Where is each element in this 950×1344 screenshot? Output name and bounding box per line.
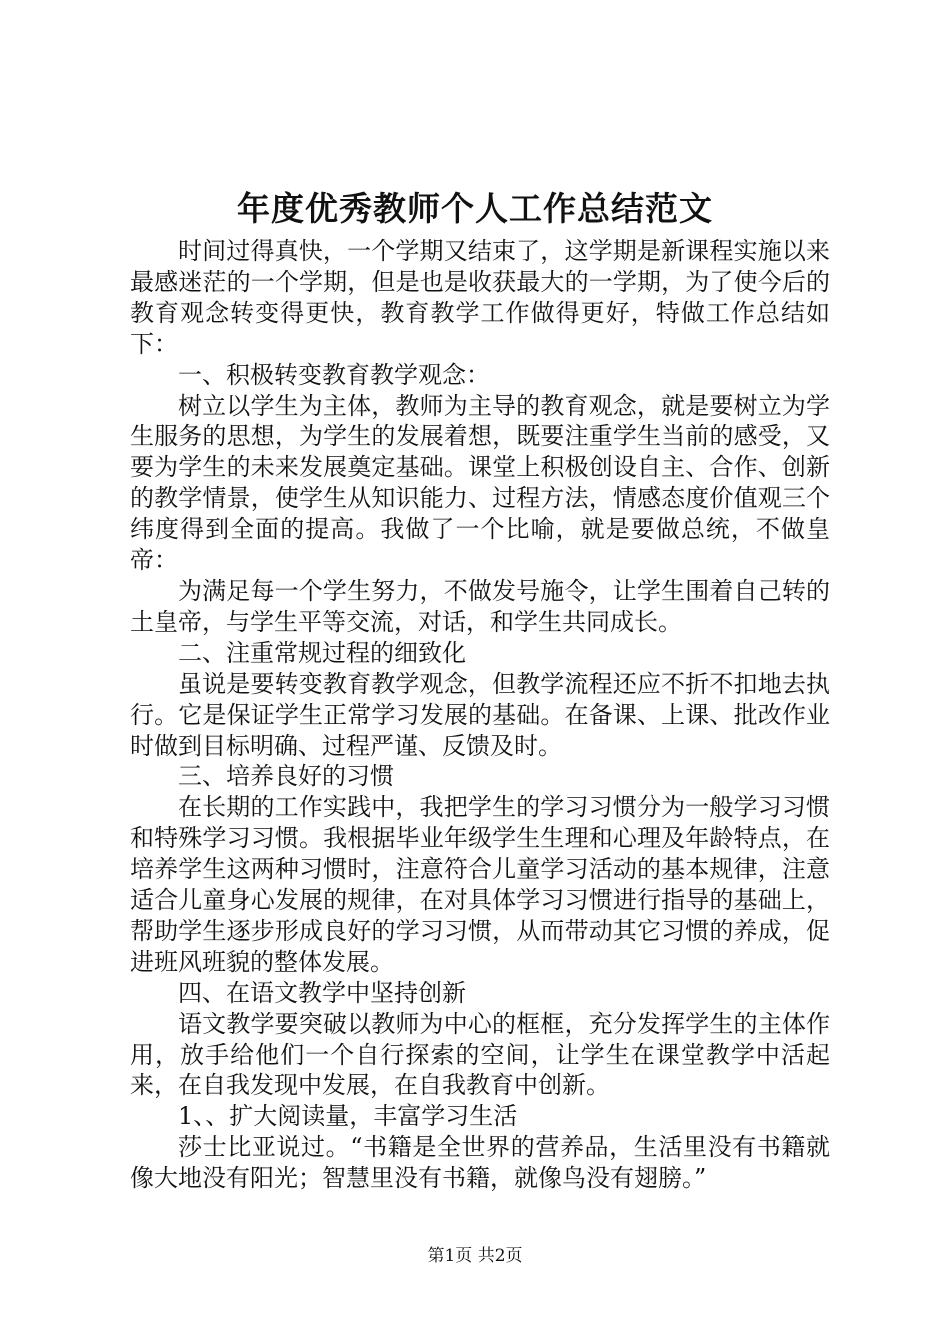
section-heading-4: 四、在语文教学中坚持创新	[178, 978, 466, 1007]
paragraph-1: 树立以学生为主体，教师为主导的教育观念，就是要树立为学生服务的思想，为学生的发展着想，既要注重学生当前的感受，又要为学生的未来发展奠定基础。课堂上积极创设自主、合作、创新的教学情景，使学生从知识能力、过程方法，情感态度价值观三个纬度得到全面的提高。我做了一个比喻，就是要做总统，不做皇帝：	[130, 391, 830, 575]
paragraph-3: 虽说是要转变教育教学观念，但教学流程还应不折不扣地去执行。它是保证学生正常学习发展的基础。在备课、上课、批改作业时做到目标明确、过程严谨、反馈及时。	[130, 669, 830, 760]
section-heading-3: 三、培养良好的习惯	[178, 762, 394, 791]
subsection-heading-1: 1、、扩大阅读量，丰富学习生活	[178, 1102, 518, 1131]
document-body	[130, 236, 830, 1194]
section-heading-2: 二、注重常规过程的细致化	[178, 638, 466, 667]
paragraph-intro: 时间过得真快，一个学期又结束了，这学期是新课程实施以来最感迷茫的一个学期，但是也是收获最大的一学期，为了使今后的教育观念转变得更快，教育教学工作做得更好，特做工作总结如下：	[130, 237, 830, 358]
paragraph-5: 语文教学要突破以教师为中心的框框，充分发挥学生的主体作用，放手给他们一个自行探索的空间，让学生在课堂教学中活起来，在自我发现中发展，在自我教育中创新。	[130, 1009, 830, 1100]
paragraph-2: 为满足每一个学生努力，不做发号施令，让学生围着自己转的土皇帝，与学生平等交流，对话，和学生共同成长。	[130, 576, 830, 636]
section-heading-1: 一、积极转变教育教学观念：	[178, 360, 490, 389]
document-title: 年度优秀教师个人工作总结范文	[237, 189, 713, 228]
paragraph-6: 莎士比亚说过。“书籍是全世界的营养品，生活里没有书籍就像大地没有阳光；智慧里没有书籍，就像鸟没有翅膀。”	[130, 1133, 830, 1193]
paragraph-4: 在长期的工作实践中，我把学生的学习习惯分为一般学习习惯和特殊学习习惯。我根据毕业年级学生生理和心理及年龄特点，在培养学生这两种习惯时，注意符合儿童学习活动的基本规律，注意适合儿童身心发展的规律，在对具体学习习惯进行指导的基础上，帮助学生逐步形成良好的学习习惯，从而带动其它习惯的养成，促进班风班貌的整体发展。	[130, 793, 830, 976]
page-footer: 第1页 共2页	[427, 1246, 523, 1266]
